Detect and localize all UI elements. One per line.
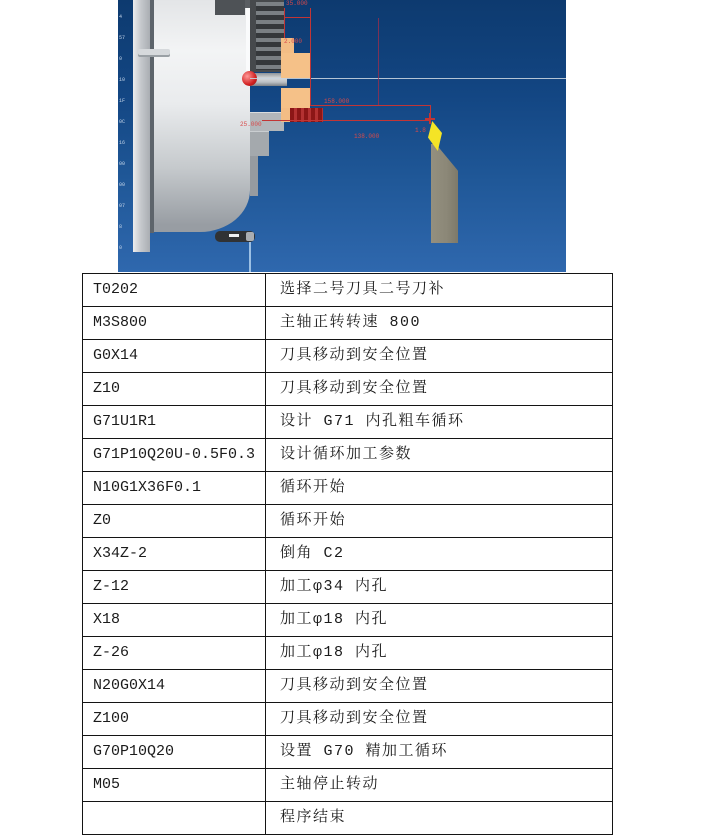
chuck-step-lower-3 bbox=[250, 156, 258, 196]
program-line: 16 bbox=[119, 140, 126, 146]
desc-cell: 加工φ34 内孔 bbox=[266, 571, 613, 604]
table-row bbox=[83, 373, 613, 406]
gcode-cell: Z0 bbox=[83, 505, 266, 538]
desc-cell: 刀具移动到安全位置 bbox=[266, 670, 613, 703]
desc-cell: 刀具移动到安全位置 bbox=[266, 340, 613, 373]
gcode-cell: Z100 bbox=[83, 703, 266, 736]
table-row bbox=[83, 802, 613, 835]
gcode-cell: Z10 bbox=[83, 373, 266, 406]
workpiece-upper bbox=[281, 53, 310, 78]
desc-cell: 选择二号刀具二号刀补 bbox=[266, 274, 613, 307]
clamp-cap bbox=[246, 232, 254, 241]
gcode-cell: M05 bbox=[83, 769, 266, 802]
dimension-label: 1.8 bbox=[415, 127, 426, 134]
table-row bbox=[83, 604, 613, 637]
desc-cell: 设计循环加工参数 bbox=[266, 439, 613, 472]
gcode-cell: X34Z-2 bbox=[83, 538, 266, 571]
dimension-line-25 bbox=[262, 120, 429, 121]
table-row bbox=[83, 406, 613, 439]
chuck-body bbox=[154, 0, 250, 232]
table-row bbox=[83, 307, 613, 340]
gcode-cell: M3S800 bbox=[83, 307, 266, 340]
dimension-label: 138.000 bbox=[354, 133, 380, 140]
tool-holder bbox=[431, 144, 458, 243]
table-row bbox=[83, 439, 613, 472]
gcode-cell: Z-26 bbox=[83, 637, 266, 670]
desc-cell: 加工φ18 内孔 bbox=[266, 637, 613, 670]
desc-cell: 主轴正转转速 800 bbox=[266, 307, 613, 340]
program-line: 10 bbox=[119, 77, 126, 83]
tool-tip-cross bbox=[425, 118, 435, 120]
table-row bbox=[83, 505, 613, 538]
program-line: 0C bbox=[119, 119, 126, 125]
gcode-cell: G71U1R1 bbox=[83, 406, 266, 439]
table-row bbox=[83, 340, 613, 373]
program-listing-fragment bbox=[119, 0, 134, 251]
dimension-label: 2.000 bbox=[284, 38, 303, 45]
axis-centerline bbox=[250, 78, 566, 79]
gcode-cell: G0X14 bbox=[83, 340, 266, 373]
dimension-extension-line bbox=[378, 18, 379, 106]
desc-cell: 程序结束 bbox=[266, 802, 613, 835]
chuck-highlight-bar bbox=[138, 49, 170, 57]
table-row bbox=[83, 637, 613, 670]
desc-cell: 刀具移动到安全位置 bbox=[266, 703, 613, 736]
table-row bbox=[83, 571, 613, 604]
program-line: 8 bbox=[119, 224, 123, 230]
program-line: 07 bbox=[119, 203, 126, 209]
dimension-line-158 bbox=[310, 105, 431, 106]
cnc-simulation-panel bbox=[118, 0, 566, 272]
program-line: 57 bbox=[119, 35, 126, 41]
table-row bbox=[83, 670, 613, 703]
gcode-cell: G70P10Q20 bbox=[83, 736, 266, 769]
gcode-cell bbox=[83, 802, 266, 835]
program-line: 0 bbox=[119, 56, 123, 62]
dimension-label: 25.000 bbox=[240, 121, 262, 128]
desc-cell: 倒角 C2 bbox=[266, 538, 613, 571]
table-row bbox=[83, 736, 613, 769]
dimension-label: 158.000 bbox=[324, 98, 350, 105]
chuck-backplate bbox=[133, 0, 150, 252]
gcode-cell: T0202 bbox=[83, 274, 266, 307]
gcode-cell: X18 bbox=[83, 604, 266, 637]
gcode-cell: N10G1X36F0.1 bbox=[83, 472, 266, 505]
workpiece-lower bbox=[281, 88, 310, 108]
program-line: 4 bbox=[119, 14, 123, 20]
program-line: 00 bbox=[119, 161, 126, 167]
dimension-label: 35.000 bbox=[286, 0, 308, 7]
dimension-extension-line bbox=[310, 8, 311, 106]
desc-cell: 加工φ18 内孔 bbox=[266, 604, 613, 637]
clamp-highlight bbox=[229, 234, 239, 237]
desc-cell: 设置 G70 精加工循环 bbox=[266, 736, 613, 769]
dimension-extension-line bbox=[284, 8, 285, 38]
desc-cell: 循环开始 bbox=[266, 505, 613, 538]
table-row bbox=[83, 769, 613, 802]
jaw-serrations-upper bbox=[256, 2, 284, 70]
program-line: 0 bbox=[119, 245, 123, 251]
chuck-step-lower-2 bbox=[250, 131, 269, 156]
chuck-clamp-detail bbox=[215, 231, 255, 242]
program-line: 00 bbox=[119, 182, 126, 188]
desc-cell: 刀具移动到安全位置 bbox=[266, 373, 613, 406]
desc-cell: 设计 G71 内孔粗车循环 bbox=[266, 406, 613, 439]
tool-insert bbox=[428, 121, 442, 151]
table-row bbox=[83, 538, 613, 571]
gcode-cell: G71P10Q20U-0.5F0.3 bbox=[83, 439, 266, 472]
desc-cell: 主轴停止转动 bbox=[266, 769, 613, 802]
table-row bbox=[83, 274, 613, 307]
reference-line-vertical bbox=[249, 242, 251, 272]
table-row bbox=[83, 703, 613, 736]
gcode-table bbox=[82, 273, 613, 835]
gcode-cell: Z-12 bbox=[83, 571, 266, 604]
chuck-jaw-rear bbox=[215, 0, 245, 15]
gcode-cell: N20G0X14 bbox=[83, 670, 266, 703]
table-row bbox=[83, 472, 613, 505]
dimension-bracket bbox=[284, 17, 310, 18]
program-line: 1F bbox=[119, 98, 126, 104]
desc-cell: 循环开始 bbox=[266, 472, 613, 505]
